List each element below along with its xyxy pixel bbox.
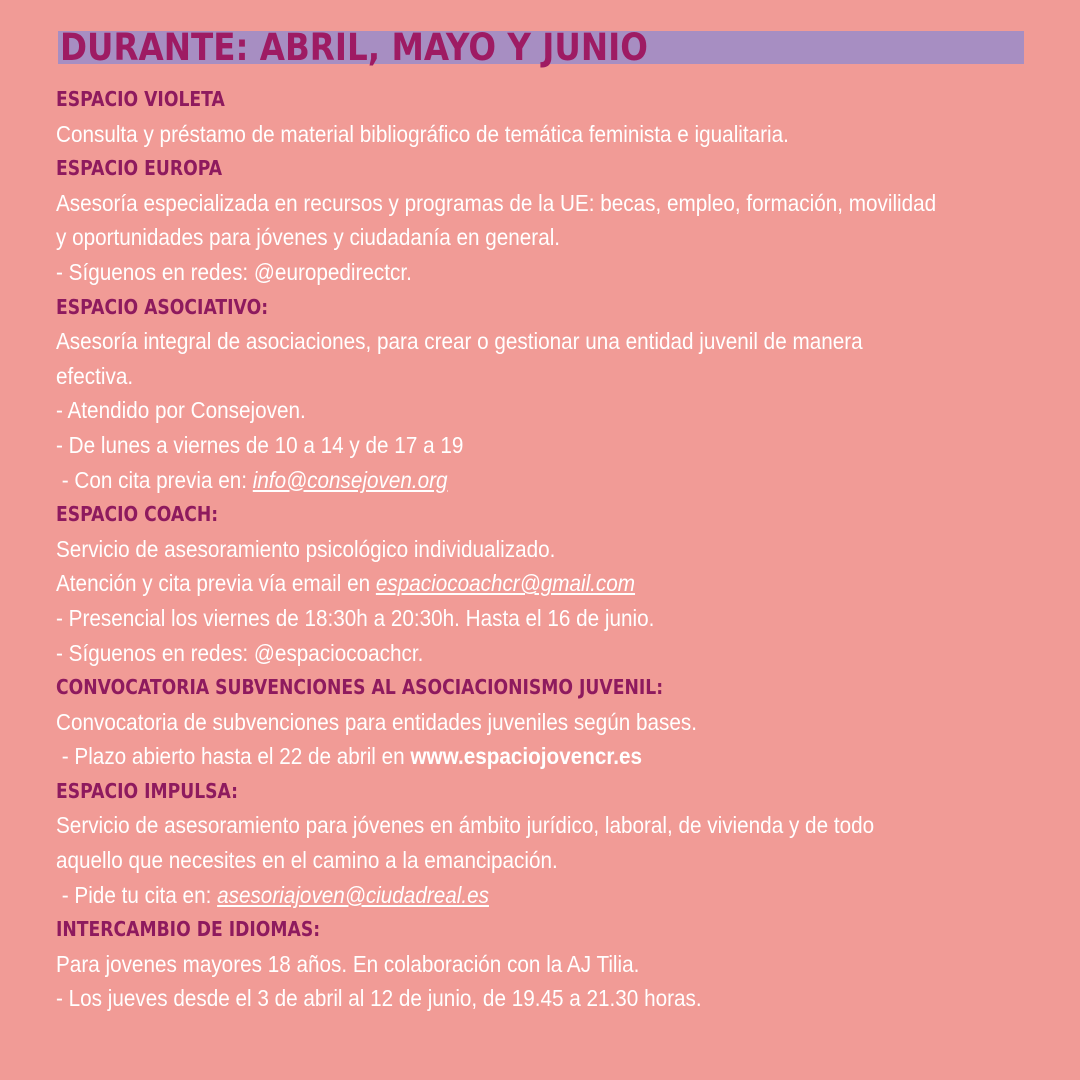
asociativo-item-1: - Atendido por Consejoven. <box>56 397 306 424</box>
asociativo-item-3 <box>56 463 947 498</box>
europa-description-2: y oportunidades para jóvenes y ciudadanía en general. <box>56 224 561 251</box>
coach-item-2: - Síguenos en redes: @espaciocoachcr. <box>56 639 424 666</box>
section-heading-asociativo: ESPACIO ASOCIATIVO: <box>56 294 269 319</box>
asociativo-item-3-prefix: - Con cita previa en: <box>56 466 253 493</box>
content <box>56 82 1046 1016</box>
convocatoria-item-prefix: - Plazo abierto hasta el 22 de abril en <box>56 743 411 770</box>
section-heading-violeta: ESPACIO VIOLETA <box>56 87 225 111</box>
europa-social: - Síguenos en redes: @europedirectcr. <box>56 258 412 285</box>
impulsa-description-1: Servicio de asesoramiento para jóvenes en ámbito jurídico, laboral, de vivienda y de todo <box>56 812 875 839</box>
asociativo-description-2: efectiva. <box>56 362 134 389</box>
coach-contact <box>56 566 947 601</box>
coach-description: Servicio de asesoramiento psicológico individualizado. <box>56 535 556 562</box>
page-title: DURANTE: ABRIL, MAYO Y JUNIO <box>60 26 648 69</box>
asociativo-item-2: - De lunes a viernes de 10 a 14 y de 17 a 19 <box>56 431 464 458</box>
espaciojoven-url[interactable]: www.espaciojovencr.es <box>410 743 643 770</box>
idiomas-description: Para jovenes mayores 18 años. En colaboración con la AJ Tilia. <box>56 950 640 977</box>
section-heading-coach: ESPACIO COACH: <box>56 502 219 527</box>
convocatoria-description: Convocatoria de subvenciones para entidades juveniles según bases. <box>56 708 697 735</box>
asociativo-description-1: Asesoría integral de asociaciones, para crear o gestionar una entidad juvenil de manera <box>56 328 863 355</box>
coach-contact-prefix: Atención y cita previa vía email en <box>56 570 376 597</box>
idiomas-item: - Los jueves desde el 3 de abril al 12 de junio, de 19.45 a 21.30 horas. <box>56 985 702 1012</box>
convocatoria-item <box>56 739 947 774</box>
europa-description-1: Asesoría especializada en recursos y programas de la UE: becas, empleo, formación, movilidad <box>56 189 937 216</box>
section-heading-europa: ESPACIO EUROPA <box>56 156 223 181</box>
coach-email-link[interactable]: espaciocoachcr@gmail.com <box>375 570 636 597</box>
impulsa-item <box>56 878 947 913</box>
impulsa-description-2: aquello que necesites en el camino a la emancipación. <box>56 847 558 874</box>
violeta-description: Consulta y préstamo de material bibliográfico de temática feminista e igualitaria. <box>56 120 789 147</box>
impulsa-item-prefix: - Pide tu cita en: <box>56 881 218 908</box>
consejoven-email-link[interactable]: info@consejoven.org <box>252 466 448 493</box>
section-heading-convocatoria: CONVOCATORIA SUBVENCIONES AL ASOCIACIONISMO JUVENIL: <box>56 675 664 700</box>
asesoriajoven-email-link[interactable]: asesoriajoven@ciudadreal.es <box>217 881 489 908</box>
coach-item-1: - Presencial los viernes de 18:30h a 20:30h. Hasta el 16 de junio. <box>56 604 655 631</box>
section-heading-idiomas: INTERCAMBIO DE IDIOMAS: <box>56 917 321 942</box>
section-heading-impulsa: ESPACIO IMPULSA: <box>56 778 239 803</box>
